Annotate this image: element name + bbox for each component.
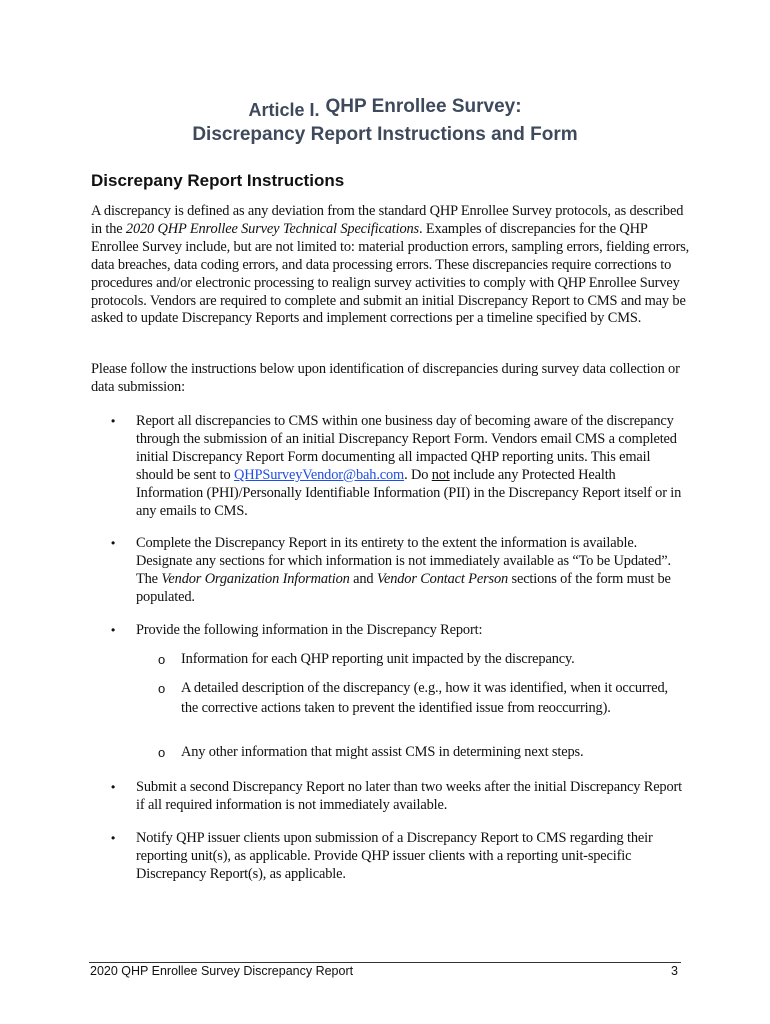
sub-list-item (158, 679, 681, 718)
document-title-line1 (0, 96, 770, 118)
list-item (111, 779, 684, 815)
italic-section-name: Vendor Organization Information (161, 570, 350, 587)
section-heading: Discrepany Report Instructions (91, 171, 345, 190)
underlined-not: not (431, 466, 450, 483)
bullet-icon: • (111, 780, 116, 794)
list-item (111, 535, 684, 607)
sub-bullet-icon: o (158, 681, 166, 696)
email-link[interactable]: QHPSurveyVendor@bah.com (234, 466, 405, 483)
sub-bullet-text: Information for each QHP reporting unit impacted by the discrepancy. (181, 651, 575, 667)
bullet-icon: • (111, 536, 116, 550)
sub-bullet-icon: o (158, 745, 166, 760)
bullet-icon: • (111, 414, 116, 428)
sub-list-item (158, 743, 681, 763)
sub-bullet-text: A detailed description of the discrepancy (e.g., how it was identified, when it occurred, the corrective actions taken to prevent the identified issue from reoccurring). (181, 680, 668, 716)
list-item (111, 830, 684, 884)
bullet-text: Provide the following information in the Discrepancy Report: (136, 622, 483, 638)
bullet-text: include any Protected Health Information (PHI)/Personally Identifiable Information (PII) in the Discrepancy Report itself or in any emails to CMS. (136, 466, 682, 519)
bullet-icon: • (111, 623, 116, 637)
paragraph-text: A discrepancy is defined as any deviation from the standard QHP Enrollee Survey protocols, as described in the (91, 203, 684, 237)
paragraph-definition (91, 203, 691, 328)
sub-list-item (158, 650, 681, 670)
list-item (111, 413, 684, 520)
title-text-1: QHP Enrollee Survey: (325, 96, 522, 117)
bullet-text: Report all discrepancies to CMS within one business day of becoming aware of the discrepancy through the submission of an initial Discrepancy Report Form. Vendors email CMS a completed initial Discrepancy Report Form documenting all impacted QHP reporting units. This email should be sent to (136, 413, 677, 483)
bullet-text: . Do (404, 466, 432, 483)
sub-bullet-text: Any other information that might assist CMS in determining next steps. (181, 744, 584, 760)
spec-title-italic: 2020 QHP Enrollee Survey Technical Specifications (125, 220, 419, 237)
bullet-text: Submit a second Discrepancy Report no later than two weeks after the initial Discrepancy Report if all required information is not immediately available. (136, 779, 683, 813)
italic-section-name: Vendor Contact Person (376, 570, 509, 587)
article-label: Article I. (248, 100, 320, 120)
paragraph-text: . Examples of discrepancies for the QHP Enrollee Survey include, but are not limited to: material production errors, sampling errors, fielding errors, data breaches, data coding errors, and data processing errors. These discrepancies require corrections to procedures and/or electronic processing to realign survey activities to comply with QHP Enrollee Survey protocols. Vendors are required to complete and submit an initial Discrepancy Report to CMS and may be asked to update Discrepancy Reports and implement corrections per a timeline specified by CMS. (91, 220, 690, 327)
bullet-text: sections of the form must be populated. (136, 570, 671, 605)
footer-divider (89, 962, 681, 963)
list-item (111, 622, 684, 640)
document-title-line2: Discrepancy Report Instructions and Form (192, 124, 578, 145)
bullet-text: Notify QHP issuer clients upon submission of a Discrepancy Report to CMS regarding their reporting unit(s), as applicable. Provide QHP issuer clients with a reporting unit-specific Discrepancy Report(s), as applicable. (136, 830, 653, 882)
paragraph-instructions-intro: Please follow the instructions below upon identification of discrepancies during survey data collection or data submission: (91, 361, 680, 395)
sub-bullet-icon: o (158, 652, 166, 667)
page-number: 3 (671, 964, 678, 978)
footer-title: 2020 QHP Enrollee Survey Discrepancy Report (90, 964, 354, 978)
bullet-icon: • (111, 831, 116, 845)
bullet-text: Complete the Discrepancy Report in its entirety to the extent the information is available. Designate any sections for which information is not immediately available as “To be Updated”. The (136, 535, 671, 587)
bullet-text: and (349, 570, 377, 587)
